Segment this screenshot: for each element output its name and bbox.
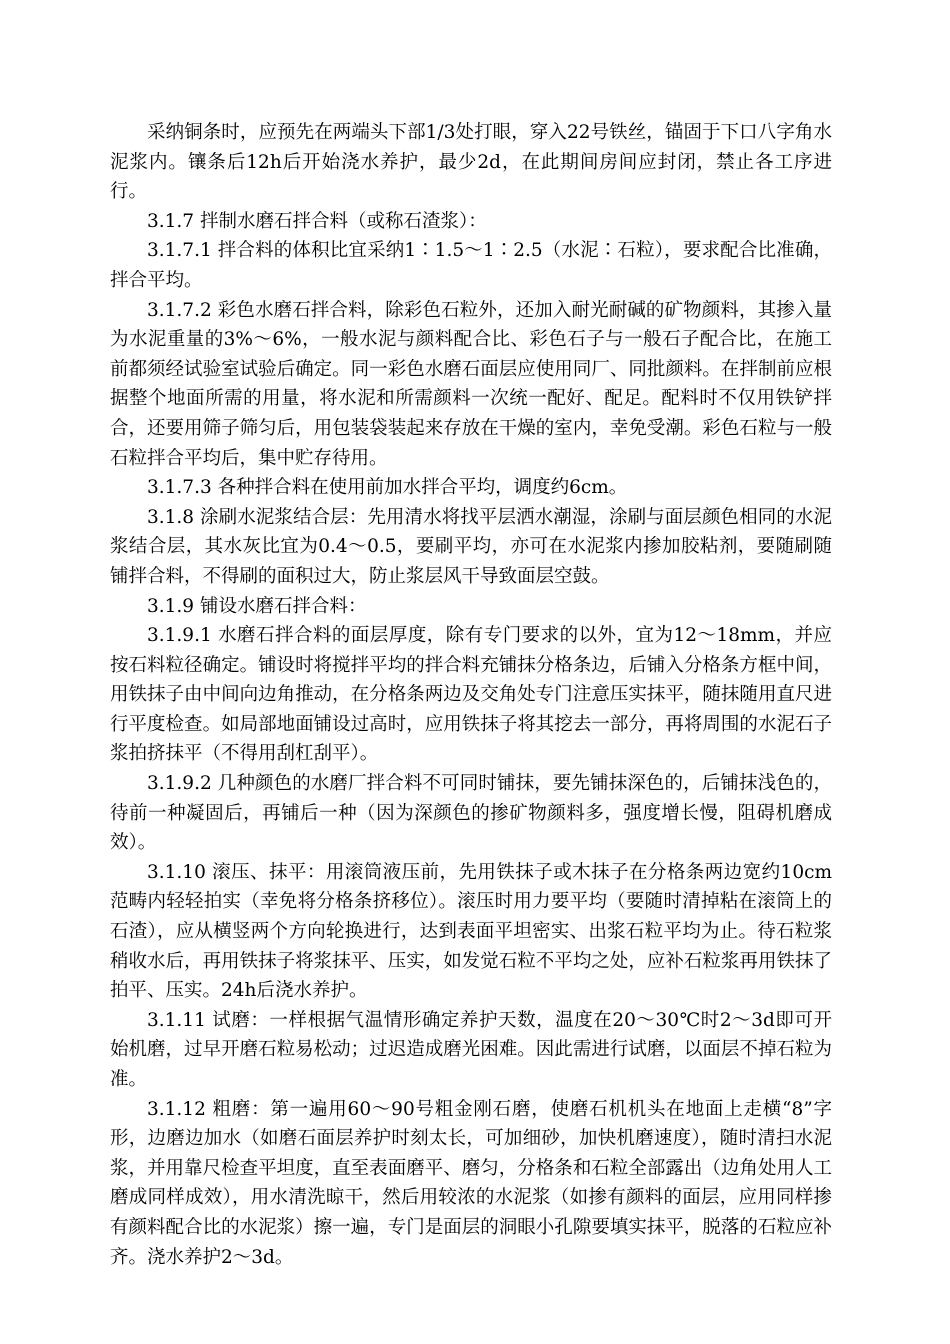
paragraph-3-1-7-1: 3.1.7.1 拌合料的体积比宜采纳1∶1.5～1∶2.5（水泥∶石粒），要求配合比准确，拌合平均。 [110, 240, 832, 291]
paragraph-3-1-8: 3.1.8 涂刷水泥浆结合层：先用清水将找平层洒水潮湿，涂刷与面层颜色相同的水泥浆结合层，其水灰比宜为0.4～0.5，要刷平均，亦可在水泥浆内掺加胶粘剂，要随刷随铺拌合料，不得刷的面积过大，防止浆层风干导致面层空鼓。 [110, 506, 832, 587]
paragraph-3-1-10: 3.1.10 滚压、抹平：用滚筒液压前，先用铁抹子或木抹子在分格条两边宽约10cm范畴内轻轻拍实（幸免将分格条挤移位）。滚压时用力要平均（要随时清掉粘在滚筒上的石渣），应从横竖两个方向轮换进行，达到表面平坦密实、出浆石粒平均为止。待石粒浆稍收水后，再用铁抹子将浆抹平、压实，如发觉石粒不平均之处，应补石粒浆再用铁抹了拍平、压实。24h后浇水养护。 [110, 861, 832, 1002]
paragraph-copper-strip: 采纳铜条时，应预先在两端头下部1/3处打眼，穿入22号铁丝，锚固于下口八字角水泥浆内。镶条后12h后开始浇水养护，最少2d，在此期间房间应封闭，禁止各工序进行。 [110, 122, 832, 203]
heading-3-1-9: 3.1.9 铺设水磨石拌合料： [147, 595, 367, 617]
paragraph-3-1-9-1: 3.1.9.1 水磨石拌合料的面层厚度，除有专门要求的以外，宜为12～18mm，并应按石料粒径确定。铺设时将搅拌平均的拌合料充铺抹分格条边，后铺入分格条方框中间，用铁抹子由中间向边角推动，在分格条两边及交角处专门注意压实抹平，随抹随用直尺进行平度检查。如局部地面铺设过高时，应用铁抹子将其挖去一部分，再将周围的水泥石子浆拍挤抹平（不得用刮杠刮平）。 [110, 625, 832, 765]
document-page [110, 118, 832, 1272]
paragraph-3-1-7-2: 3.1.7.2 彩色水磨石拌合料，除彩色石粒外，还加入耐光耐碱的矿物颜料，其掺入量为水泥重量的3%～6%，一般水泥与颜料配合比、彩色石子与一般石子配合比，在施工前都须经试验室试验后确定。同一彩色水磨石面层应使用同厂、同批颜料。在拌制前应根据整个地面所需的用量，将水泥和所需颜料一次统一配好、配足。配料时不仅用铁铲拌合，还要用筛子筛匀后，用包装袋装起来存放在干燥的室内，幸免受潮。彩色石粒与一般石粒拌合平均后，集中贮存待用。 [110, 299, 832, 469]
paragraph-3-1-11: 3.1.11 试磨：一样根据气温情形确定养护天数，温度在20～30℃时2～3d即可开始机磨，过早开磨石粒易松动；过迟造成磨光困难。因此需进行试磨，以面层不掉石粒为准。 [110, 1009, 832, 1090]
paragraph-3-1-7-3: 3.1.7.3 各种拌合料在使用前加水拌合平均，调度约6cm。 [147, 477, 628, 499]
heading-3-1-7: 3.1.7 拌制水磨石拌合料（或称石渣浆）： [147, 210, 487, 232]
paragraph-3-1-9-2: 3.1.9.2 几种颜色的水磨厂拌合料不可同时铺抹，要先铺抹深色的，后铺抹浅色的，待前一种凝固后，再铺后一种（因为深颜色的掺矿物颜料多，强度增长慢，阻碍机磨成效）。 [110, 773, 832, 854]
paragraph-3-1-12: 3.1.12 粗磨：第一遍用60～90号粗金刚石磨，使磨石机机头在地面上走横“8”字形，边磨边加水（如磨石面层养护时刻太长，可加细砂，加快机磨速度），随时清扫水泥浆，并用靠尺检查平坦度，直至表面磨平、磨匀，分格条和石粒全部露出（边角处用人工磨成同样成效），用水清洗晾干，然后用较浓的水泥浆（如掺有颜料的面层，应用同样掺有颜料配合比的水泥浆）擦一遍，专门是面层的洞眼小孔隙要填实抹平，脱落的石粒应补齐。浇水养护2～3d。 [110, 1098, 832, 1268]
